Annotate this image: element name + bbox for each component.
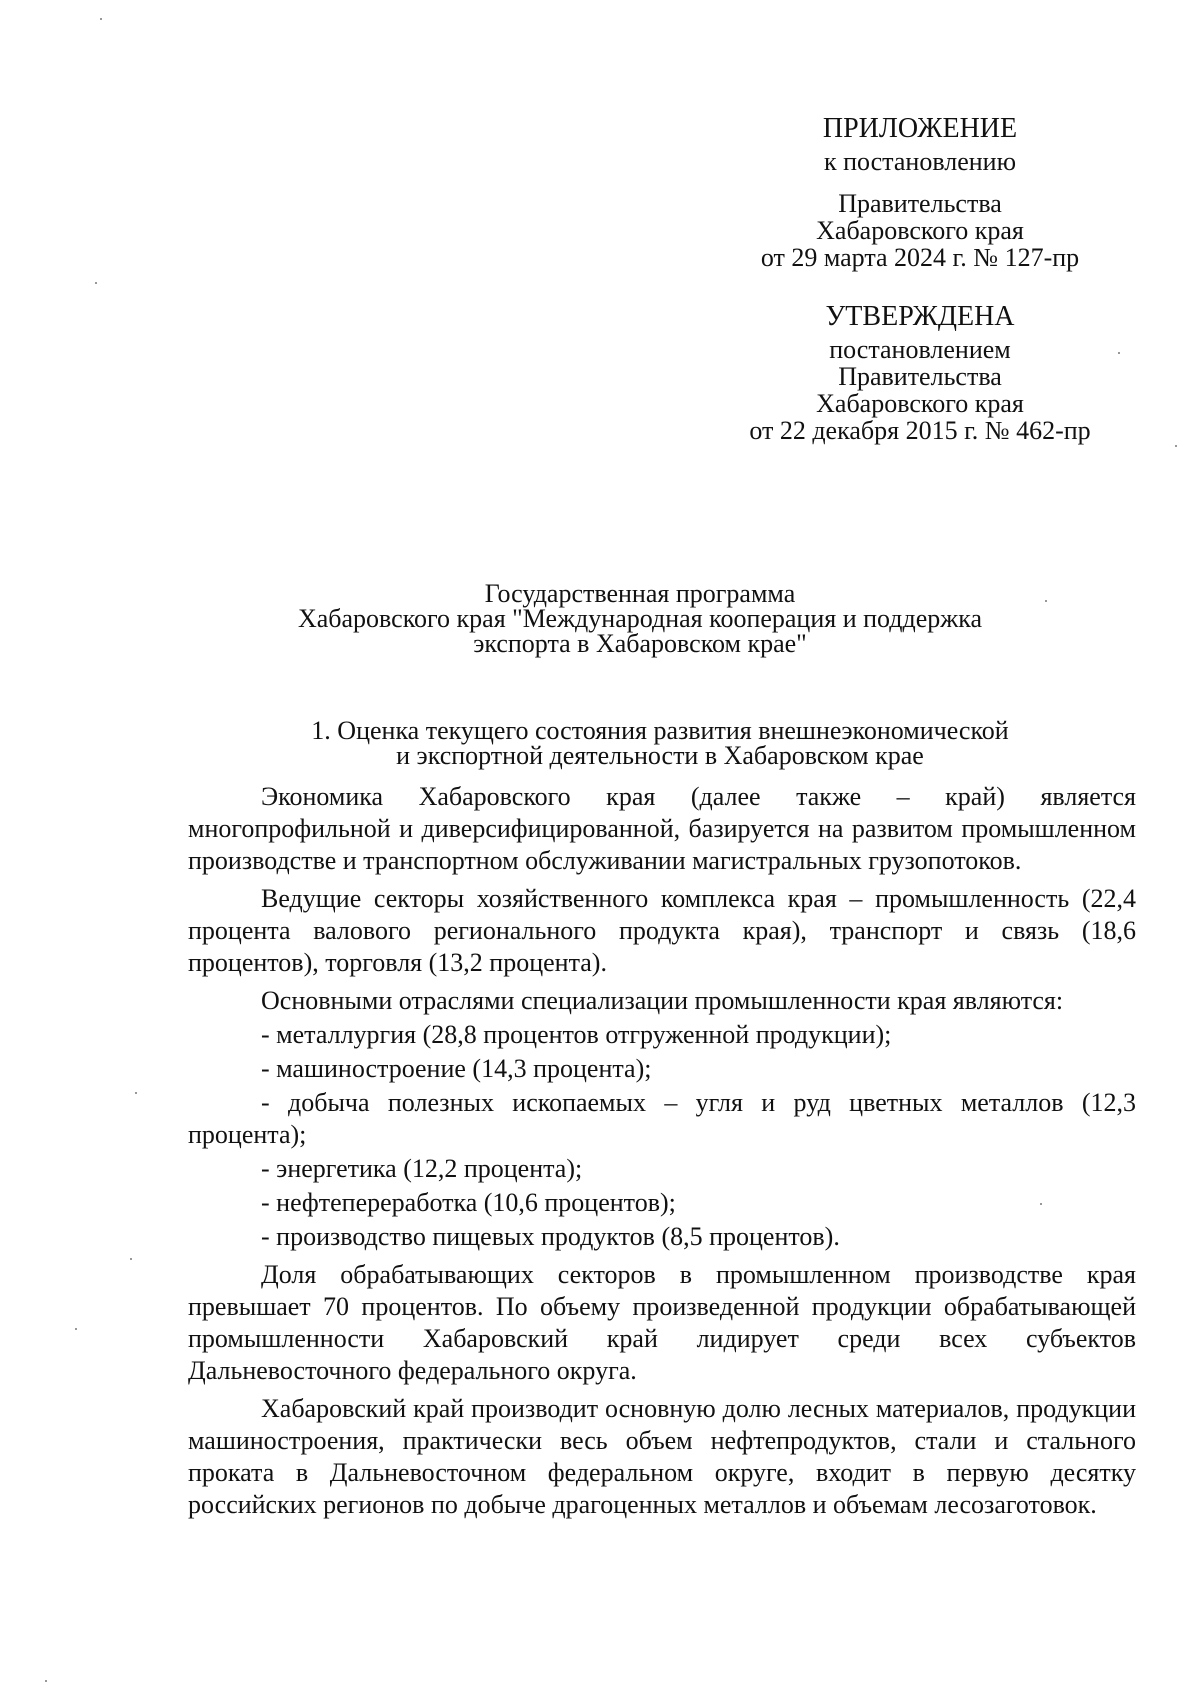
- section-heading: [240, 718, 1080, 768]
- program-title-line-3: экспорта в Хабаровском крае": [473, 629, 807, 658]
- scan-speck: [1175, 445, 1177, 447]
- paragraph-manufacturing-share: Доля обрабатывающих секторов в промышленном производстве края превышает 70 процентов. По объему произведенной продукции обрабатывающей промышленности Хабаровский край лидирует среди всех субъектов Дальневосточного федерального округа.: [188, 1260, 1136, 1385]
- list-item-machinery: - машиностроение (14,3 процента);: [261, 1054, 652, 1083]
- scan-speck: [45, 1680, 47, 1682]
- paragraph-regional-output: Хабаровский край производит основную долю лесных материалов, продукции машиностроения, практически весь объем нефтепродуктов, стали и стального проката в Дальневосточном федеральном округе, входит в первую десятку российских регионов по добыче драгоценных металлов и объемам лесозаготовок.: [188, 1394, 1136, 1519]
- paragraph-industries-intro: Основными отраслями специализации промышленности края являются:: [261, 986, 1064, 1015]
- approved-block: [730, 303, 1110, 444]
- approved-title: УТВЕРЖДЕНА: [825, 301, 1015, 332]
- scan-speck: [95, 282, 97, 284]
- scan-speck: [75, 1328, 77, 1330]
- list-item-mining: - добыча полезных ископаемых – угля и руд цветных металлов (12,3 процента);: [188, 1088, 1136, 1149]
- appendix-block: [740, 115, 1100, 271]
- appendix-line-region: Хабаровского края: [816, 216, 1024, 245]
- scan-speck: [1118, 352, 1120, 354]
- program-title-line-2: Хабаровского края "Международная кооперация и поддержка: [297, 604, 983, 633]
- section-heading-line-2: и экспортной деятельности в Хабаровском крае: [396, 741, 924, 770]
- section-heading-line-1: 1. Оценка текущего состояния развития внешнеэкономической: [311, 716, 1009, 745]
- scan-speck: [1045, 600, 1047, 602]
- section-body: [188, 781, 1136, 1521]
- scan-speck: [130, 1258, 132, 1260]
- scan-speck: [135, 1092, 137, 1094]
- appendix-line-gov: Правительства: [838, 189, 1002, 218]
- approved-line-gov: Правительства: [838, 362, 1002, 391]
- scan-speck: [1040, 1203, 1042, 1205]
- program-title-line-1: Государственная программа: [484, 579, 796, 608]
- appendix-line-date: от 29 марта 2024 г. № 127-пр: [760, 243, 1080, 272]
- list-item-oil-refining: - нефтепереработка (10,6 процентов);: [261, 1188, 676, 1217]
- scan-speck: [100, 18, 102, 20]
- approved-line-by: постановлением: [829, 335, 1011, 364]
- program-title: [240, 581, 1040, 656]
- approved-line-region: Хабаровского края: [816, 389, 1024, 418]
- appendix-line-to: к постановлению: [823, 147, 1017, 176]
- list-item-energy: - энергетика (12,2 процента);: [261, 1154, 583, 1183]
- list-item-food: - производство пищевых продуктов (8,5 процентов).: [261, 1222, 840, 1251]
- paragraph-leading-sectors: Ведущие секторы хозяйственного комплекса края – промышленность (22,4 процента валового регионального продукта края), транспорт и связь (18,6 процентов), торговля (13,2 процента).: [188, 884, 1136, 977]
- approved-line-date: от 22 декабря 2015 г. № 462-пр: [749, 416, 1091, 445]
- paragraph-economy: Экономика Хабаровского края (далее также – край) является многопрофильной и диверсифицированной, базируется на развитом промышленном производстве и транспортном обслуживании магистральных грузопотоков.: [188, 782, 1136, 875]
- list-item-metallurgy: - металлургия (28,8 процентов отгруженной продукции);: [261, 1020, 892, 1049]
- appendix-title: ПРИЛОЖЕНИЕ: [822, 113, 1018, 144]
